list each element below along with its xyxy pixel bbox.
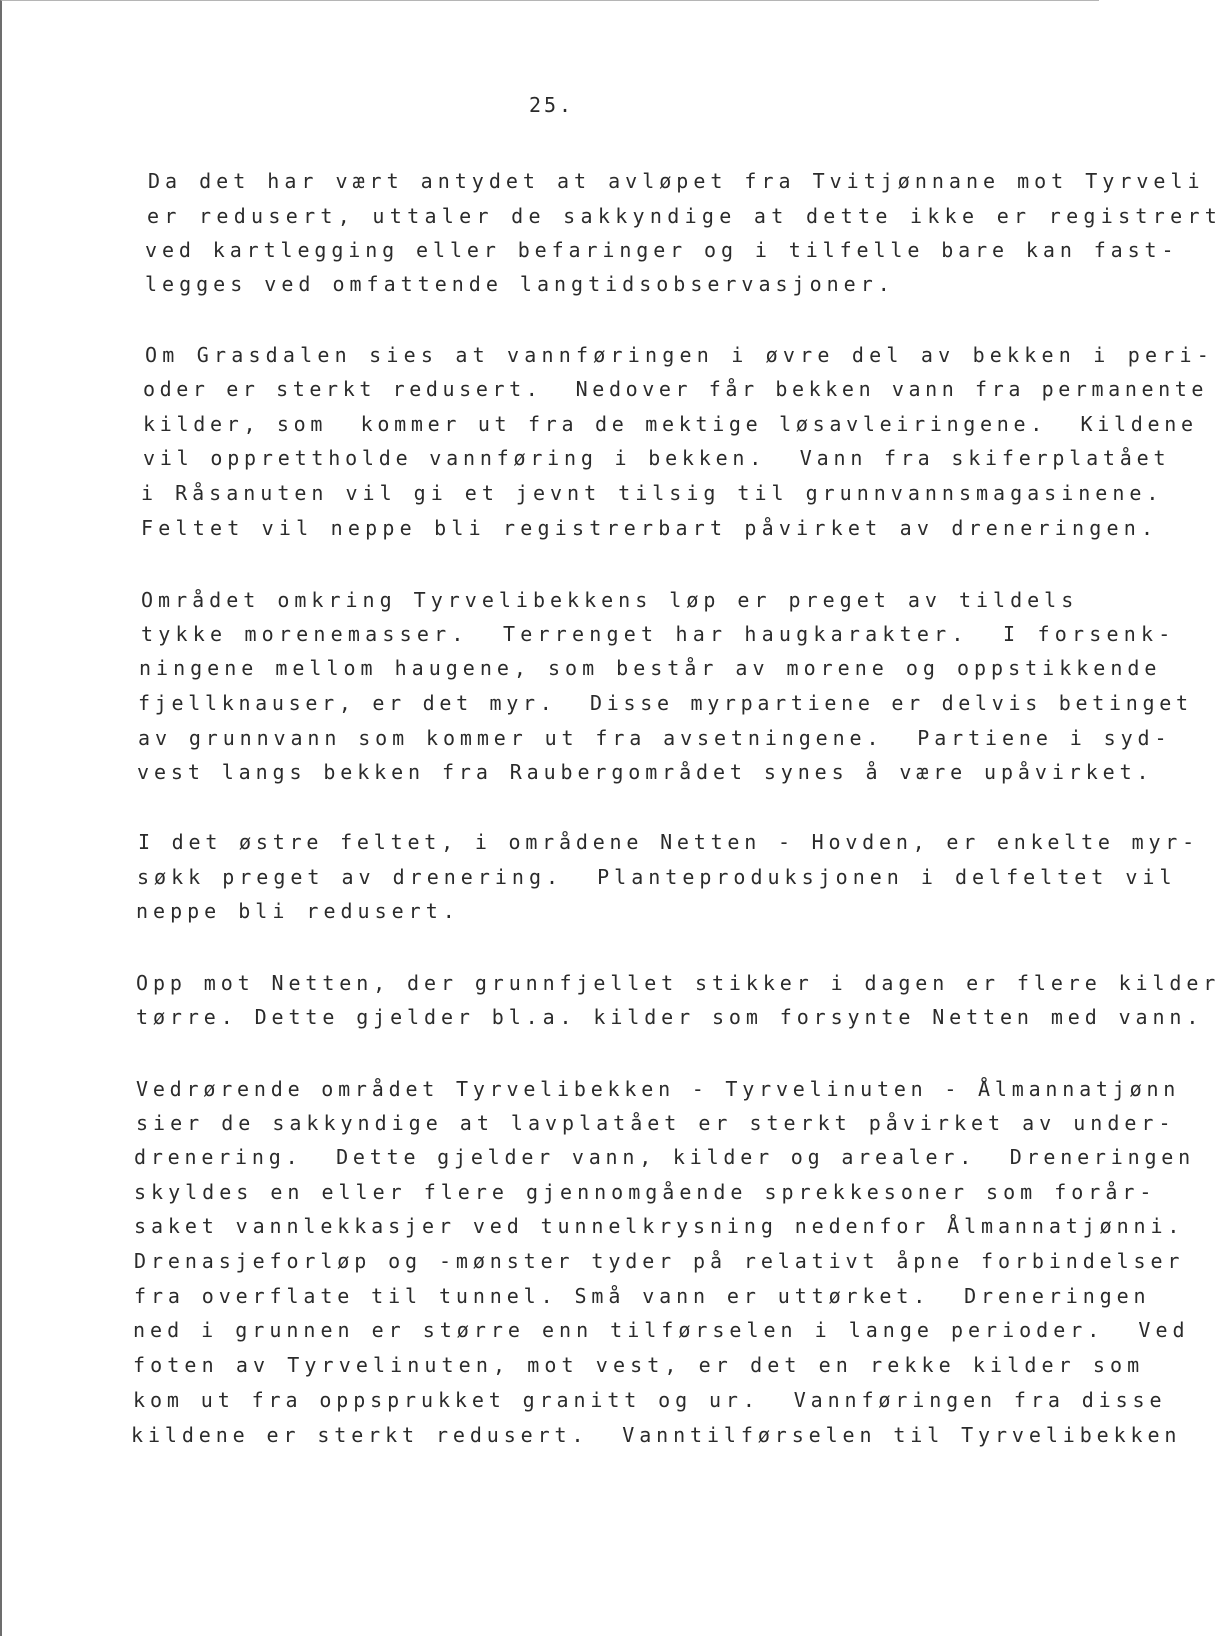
paragraph-6-line-8: ned i grunnen er større enn tilførselen i lange perioder. Ved bbox=[133, 1318, 1190, 1342]
paragraph-5-line-1: Opp mot Netten, der grunnfjellet stikker i dagen er flere kilder bbox=[136, 971, 1221, 995]
paragraph-6-line-5: saket vannlekkasjer ved tunnelkrysning nedenfor Ålmannatjønni. bbox=[134, 1214, 1185, 1238]
paragraph-4-line-2: søkk preget av drenering. Planteproduksjonen i delfeltet vil bbox=[137, 865, 1177, 889]
paragraph-2-line-5: i Råsanuten vil gi et jevnt tilsig til grunnvannsmagasinene. bbox=[141, 481, 1164, 505]
paragraph-1-line-3: ved kartlegging eller befaringer og i tilfelle bare kan fast- bbox=[145, 238, 1179, 262]
paragraph-3-line-2: tykke morenemasser. Terrenget har haugkarakter. I forsenk- bbox=[141, 622, 1176, 646]
paragraph-6-line-10: kom ut fra oppsprukket granitt og ur. Vannføringen fra disse bbox=[133, 1388, 1167, 1412]
paragraph-6-line-4: skyldes en eller flere gjennomgående sprekkesoner som forår- bbox=[134, 1180, 1157, 1204]
paragraph-1-line-1: Da det har vært antydet at avløpet fra Tvitjønnane mot Tyrveli bbox=[148, 169, 1205, 193]
paragraph-6-line-6: Drenasjeforløp og -mønster tyder på relativt åpne forbindelser bbox=[134, 1249, 1185, 1273]
paragraph-3-line-4: fjellknauser, er det myr. Disse myrpartiene er delvis betinget bbox=[138, 691, 1193, 715]
paragraph-3-line-5: av grunnvann som kommer ut fra avsetningene. Partiene i syd- bbox=[138, 726, 1172, 750]
paragraph-3-line-6: vest langs bekken fra Raubergområdet synes å være upåvirket. bbox=[137, 760, 1154, 784]
paragraph-6-line-1: Vedrørende området Tyrvelibekken - Tyrvelinuten - Ålmannatjønn bbox=[136, 1077, 1181, 1101]
paragraph-6-line-7: fra overflate til tunnel. Små vann er uttørket. Dreneringen bbox=[134, 1284, 1151, 1308]
paragraph-2-line-1: Om Grasdalen sies at vannføringen i øvre del av bekken i peri- bbox=[145, 343, 1214, 367]
paragraph-5-line-2: tørre. Dette gjelder bl.a. kilder som forsynte Netten med vann. bbox=[136, 1005, 1204, 1029]
paragraph-6-line-3: drenering. Dette gjelder vann, kilder og arealer. Dreneringen bbox=[134, 1145, 1195, 1169]
paragraph-2-line-3: kilder, som kommer ut fra de mektige løsavleiringene. Kildene bbox=[143, 412, 1198, 436]
paragraph-1-line-2: er redusert, uttaler de sakkyndige at dette ikke er registrert bbox=[147, 204, 1222, 228]
paragraph-1-line-4: legges ved omfattende langtidsobservasjoner. bbox=[145, 272, 895, 296]
paragraph-6-line-9: foten av Tyrvelinuten, mot vest, er det en rekke kilder som bbox=[133, 1353, 1145, 1377]
paragraph-2-line-2: oder er sterkt redusert. Nedover får bekken vann fra permanente bbox=[143, 377, 1209, 401]
paragraph-4-line-3: neppe bli redusert. bbox=[136, 899, 460, 923]
paragraph-6-line-2: sier de sakkyndige at lavplatået er sterkt påvirket av under- bbox=[136, 1111, 1176, 1135]
paragraph-2-line-6: Feltet vil neppe bli registrerbart påvirket av dreneringen. bbox=[141, 516, 1159, 540]
page-number: 25. bbox=[528, 93, 575, 117]
paragraph-6-line-11: kildene er sterkt redusert. Vanntilførselen til Tyrvelibekken bbox=[131, 1423, 1182, 1447]
paragraph-3-line-3: ningene mellom haugene, som består av morene og oppstikkende bbox=[139, 656, 1162, 680]
paragraph-2-line-4: vil opprettholde vannføring i bekken. Vann fra skiferplatået bbox=[143, 446, 1171, 470]
paragraph-4-line-1: I det østre feltet, i områdene Netten - Hovden, er enkelte myr- bbox=[138, 830, 1199, 854]
paragraph-3-line-1: Området omkring Tyrvelibekkens løp er preget av tildels bbox=[141, 588, 1079, 612]
